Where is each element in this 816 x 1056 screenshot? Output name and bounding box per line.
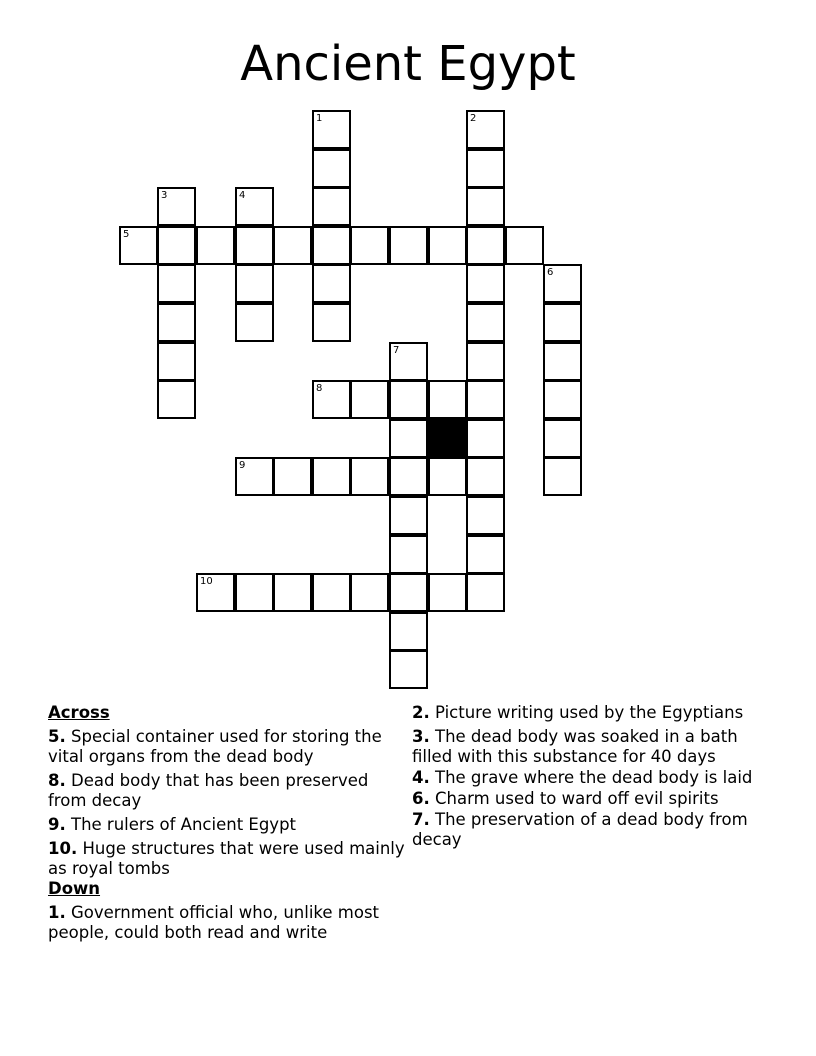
clue-across-9: 9. The rulers of Ancient Egypt <box>48 815 297 834</box>
clue-number: 8 <box>316 383 323 394</box>
grid-cell[interactable] <box>466 380 505 419</box>
grid-cell[interactable] <box>312 573 351 612</box>
grid-cell[interactable] <box>235 187 274 226</box>
grid-cell[interactable] <box>543 342 582 381</box>
grid-cell[interactable] <box>466 342 505 381</box>
grid-cell[interactable] <box>389 419 428 458</box>
grid-cell[interactable] <box>235 226 274 265</box>
clue-down-1: 1. Government official who, unlike most people, could both read and write <box>48 903 380 942</box>
grid-cell[interactable] <box>312 226 351 265</box>
clues-left-column <box>48 703 410 947</box>
grid-cell[interactable] <box>157 303 196 342</box>
clue-down-7: 7. The preservation of a dead body from decay <box>412 810 748 849</box>
clue-number: 1 <box>316 113 323 124</box>
clue-down-4: 4. The grave where the dead body is laid <box>412 768 753 787</box>
clue-number: 9 <box>239 460 246 471</box>
clue-down-6: 6. Charm used to ward off evil spirits <box>412 789 719 808</box>
black-square <box>428 419 467 458</box>
clue-down-3: 3. The dead body was soaked in a bath filled with this substance for 40 days <box>412 727 738 766</box>
grid-cell[interactable] <box>466 535 505 574</box>
grid-cell[interactable] <box>119 226 158 265</box>
grid-cell[interactable] <box>389 535 428 574</box>
grid-cell[interactable] <box>389 612 428 651</box>
grid-cell[interactable] <box>350 226 389 265</box>
grid-cell[interactable] <box>389 457 428 496</box>
down-heading: Down <box>48 879 101 898</box>
grid-cell[interactable] <box>312 110 351 149</box>
grid-cell[interactable] <box>466 226 505 265</box>
clue-across-5: 5. Special container used for storing the vital organs from the dead body <box>48 727 382 766</box>
grid-cell[interactable] <box>157 380 196 419</box>
grid-cell[interactable] <box>235 457 274 496</box>
clues-right-column <box>412 703 757 854</box>
grid-cell[interactable] <box>389 342 428 381</box>
grid-cell[interactable] <box>466 457 505 496</box>
grid-cell[interactable] <box>312 149 351 188</box>
grid-cell[interactable] <box>312 303 351 342</box>
clue-number: 6 <box>547 267 554 278</box>
grid-cell[interactable] <box>428 380 467 419</box>
grid-cell[interactable] <box>466 149 505 188</box>
grid-cell[interactable] <box>273 226 312 265</box>
grid-cell[interactable] <box>428 226 467 265</box>
grid-cell[interactable] <box>157 264 196 303</box>
grid-cell[interactable] <box>312 187 351 226</box>
grid-cell[interactable] <box>273 573 312 612</box>
grid-cell[interactable] <box>543 380 582 419</box>
grid-cell[interactable] <box>312 264 351 303</box>
grid-cell[interactable] <box>273 457 312 496</box>
grid-cell[interactable] <box>466 303 505 342</box>
clue-across-10: 10. Huge structures that were used mainly as royal tombs <box>48 839 405 878</box>
grid-cell[interactable] <box>196 573 235 612</box>
clue-down-2: 2. Picture writing used by the Egyptians <box>412 703 744 722</box>
grid-cell[interactable] <box>312 457 351 496</box>
grid-cell[interactable] <box>350 457 389 496</box>
grid-cell[interactable] <box>466 110 505 149</box>
grid-cell[interactable] <box>543 419 582 458</box>
grid-cell[interactable] <box>466 264 505 303</box>
grid-cell[interactable] <box>543 264 582 303</box>
grid-cell[interactable] <box>466 496 505 535</box>
grid-cell[interactable] <box>157 187 196 226</box>
grid-cell[interactable] <box>505 226 544 265</box>
clue-number: 4 <box>239 190 246 201</box>
grid-cell[interactable] <box>543 303 582 342</box>
clue-number: 7 <box>393 345 400 356</box>
grid-cell[interactable] <box>543 457 582 496</box>
clue-number: 2 <box>470 113 477 124</box>
grid-cell[interactable] <box>389 496 428 535</box>
grid-cell[interactable] <box>235 303 274 342</box>
puzzle-title: Ancient Egypt <box>240 36 576 92</box>
grid-cell[interactable] <box>389 650 428 689</box>
grid-cell[interactable] <box>466 187 505 226</box>
grid-cell[interactable] <box>350 380 389 419</box>
grid-cell[interactable] <box>157 226 196 265</box>
grid-cell[interactable] <box>466 419 505 458</box>
clue-number: 3 <box>161 190 168 201</box>
grid-cell[interactable] <box>389 573 428 612</box>
grid-cell[interactable] <box>389 380 428 419</box>
grid-cell[interactable] <box>428 457 467 496</box>
grid-cell[interactable] <box>312 380 351 419</box>
grid-cell[interactable] <box>235 573 274 612</box>
clue-number: 5 <box>123 229 130 240</box>
grid-cell[interactable] <box>466 573 505 612</box>
grid-cell[interactable] <box>428 573 467 612</box>
across-heading: Across <box>48 703 110 722</box>
grid-cell[interactable] <box>350 573 389 612</box>
clue-number: 10 <box>200 576 213 587</box>
grid-cell[interactable] <box>389 226 428 265</box>
grid-cell[interactable] <box>235 264 274 303</box>
grid-cell[interactable] <box>157 342 196 381</box>
grid-cell[interactable] <box>196 226 235 265</box>
clue-across-8: 8. Dead body that has been preserved from decay <box>48 771 369 810</box>
